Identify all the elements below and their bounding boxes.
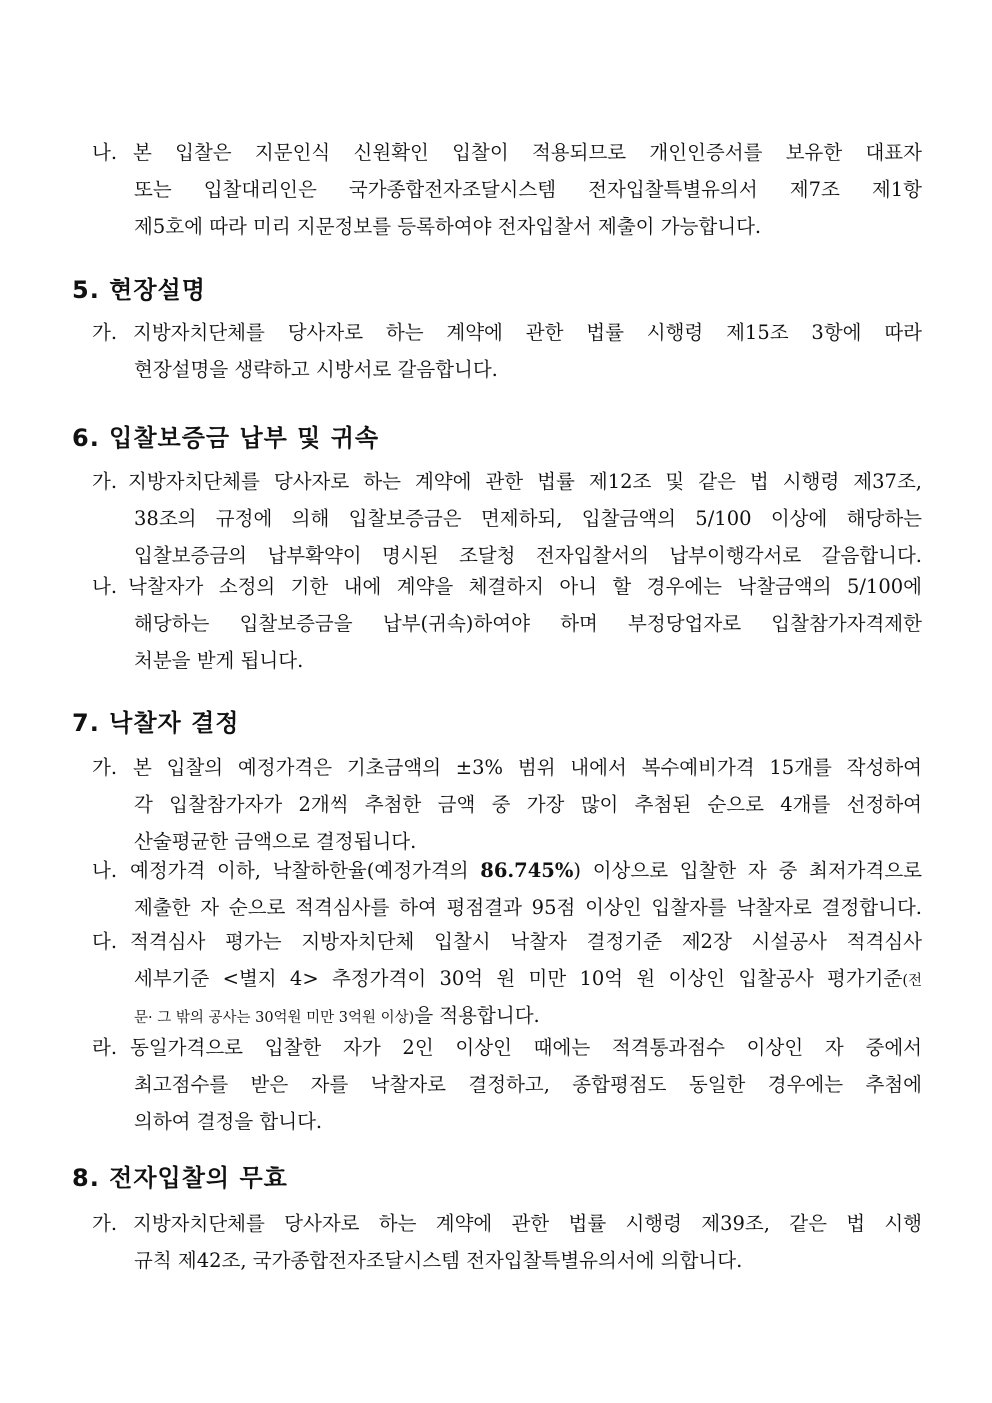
paragraph-line: 지방자치단체를 당사자로 하는 계약에 관한 법률 시행령 제39조, 같은 법 시행 <box>133 1212 922 1235</box>
paragraph-line: 낙찰자가 소정의 기한 내에 계약을 체결하지 아니 할 경우에는 낙찰금액의 5/100에 <box>128 575 922 598</box>
paragraph-line: 해당하는 입찰보증금을 납부(귀속)하여야 하며 부정당업자로 입찰참가자격제한 <box>134 612 922 635</box>
list-marker: 나. <box>92 575 118 598</box>
list-item-section6-ga <box>92 463 922 574</box>
paragraph-line: 지방자치단체를 당사자로 하는 계약에 관한 법률 제12조 및 같은 법 시행령 제37조, <box>128 470 922 493</box>
paragraph-line: 제출한 자 순으로 적격심사를 하여 평점결과 95점 이상인 입찰자를 낙찰자로 결정합니다. <box>134 896 922 919</box>
text-run-small: 문· 그 밖의 공사는 30억원 미만 3억원 이상) <box>134 1010 415 1026</box>
paragraph-line: 38조의 규정에 의해 입찰보증금은 면제하되, 입찰금액의 5/100 이상에 해당하는 <box>134 507 922 530</box>
paragraph-line: 최고점수를 받은 자를 낙찰자로 결정하고, 종합평점도 동일한 경우에는 추첨에 <box>134 1073 922 1096</box>
list-item-section7-na <box>92 852 922 926</box>
paragraph-line: 입찰보증금의 납부확약이 명시된 조달청 전자입찰서의 납부이행각서로 갈음합니다. <box>134 544 922 567</box>
paragraph-line: 또는 입찰대리인은 국가종합전자조달시스템 전자입찰특별유의서 제7조 제1항 <box>134 178 922 201</box>
text-run: 세부기준 <별지 4> 추정가격이 30억 원 미만 10억 원 이상인 입찰공사 평가기준 <box>134 967 903 990</box>
paragraph-line: 동일가격으로 입찰한 자가 2인 이상인 때에는 적격통과점수 이상인 자 중에서 <box>130 1036 922 1059</box>
bold-rate: 86.745% <box>480 859 574 882</box>
text-run: 예정가격 이하, 낙찰하한율(예정가격의 <box>130 859 481 882</box>
paragraph-line: 제5호에 따라 미리 지문정보를 등록하여야 전자입찰서 제출이 가능합니다. <box>134 215 762 238</box>
section-heading-6: 6. 입찰보증금 납부 및 귀속 <box>72 424 380 452</box>
paragraph-line: 규칙 제42조, 국가종합전자조달시스템 전자입찰특별유의서에 의합니다. <box>134 1249 743 1272</box>
paragraph-line: 지방자치단체를 당사자로 하는 계약에 관한 법률 시행령 제15조 3항에 따라 <box>133 321 922 344</box>
list-marker: 라. <box>92 1036 118 1059</box>
list-item-section7-da <box>92 923 922 1034</box>
list-item-section7-ra <box>92 1029 922 1140</box>
section-heading-7: 7. 낙찰자 결정 <box>72 709 240 737</box>
text-run-small: (전 <box>902 973 922 989</box>
section-heading-5: 5. 현장설명 <box>72 276 206 304</box>
list-marker: 나. <box>92 859 118 882</box>
text-run: ) 이상으로 입찰한 자 중 최저가격으로 <box>573 859 922 882</box>
paragraph-line: 본 입찰은 지문인식 신원확인 입찰이 적용되므로 개인인증서를 보유한 대표자 <box>133 141 922 164</box>
paragraph-line: 적격심사 평가는 지방자치단체 입찰시 낙찰자 결정기준 제2장 시설공사 적격심사 <box>130 930 922 953</box>
list-marker: 가. <box>92 470 118 493</box>
list-item-section8-ga <box>92 1205 922 1279</box>
list-item-section6-na <box>92 568 922 679</box>
list-item-section5-ga <box>92 314 922 388</box>
section-heading-8: 8. 전자입찰의 무효 <box>72 1164 288 1192</box>
paragraph-line: 처분을 받게 됩니다. <box>134 649 304 672</box>
paragraph-line: 본 입찰의 예정가격은 기초금액의 ±3% 범위 내에서 복수예비가격 15개를 작성하여 <box>133 756 922 779</box>
text-run: 을 적용합니다. <box>414 1004 540 1027</box>
list-marker: 가. <box>92 321 118 344</box>
list-marker: 가. <box>92 756 118 779</box>
list-item-section7-ga <box>92 749 922 860</box>
list-item-section4-na <box>92 134 922 245</box>
list-marker: 가. <box>92 1212 118 1235</box>
paragraph-line: 산술평균한 금액으로 결정됩니다. <box>134 830 417 853</box>
paragraph-line: 각 입찰참가자가 2개씩 추첨한 금액 중 가장 많이 추첨된 순으로 4개를 선정하여 <box>134 793 922 816</box>
paragraph-line <box>92 852 922 889</box>
list-marker: 나. <box>92 141 118 164</box>
paragraph-line <box>92 960 922 997</box>
list-marker: 다. <box>92 930 118 953</box>
paragraph-line: 현장설명을 생략하고 시방서로 갈음합니다. <box>134 358 498 381</box>
paragraph-line: 의하여 결정을 합니다. <box>134 1110 323 1133</box>
